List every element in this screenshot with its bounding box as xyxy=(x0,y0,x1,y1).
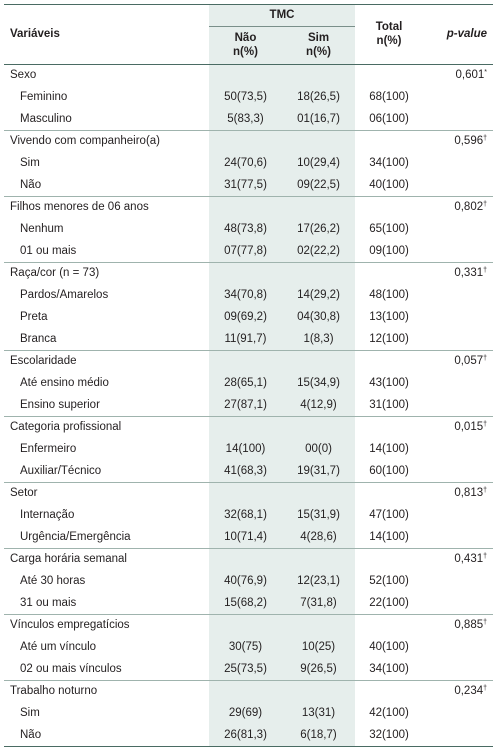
table-body xyxy=(4,65,493,747)
cell-empty xyxy=(423,571,493,593)
cell-total: 68(100) xyxy=(369,90,409,103)
cell-sim: 04(30,8) xyxy=(282,307,355,329)
cell-nao: 32(68,1) xyxy=(209,505,282,527)
p-value-mark: * xyxy=(484,69,488,76)
cell-total: 52(100) xyxy=(369,574,409,587)
cell-empty xyxy=(209,197,282,219)
cell-sim: 10(25) xyxy=(282,637,355,659)
cell-empty xyxy=(282,417,355,439)
cell-empty xyxy=(355,681,423,703)
p-value-mark: † xyxy=(483,619,488,626)
table-row xyxy=(4,373,493,395)
cell-nao: 30(75) xyxy=(209,637,282,659)
row-label: Não xyxy=(4,725,209,747)
row-label: Preta xyxy=(20,310,48,323)
cell-empty xyxy=(209,351,282,373)
category-label: Vínculos empregatícios xyxy=(4,615,209,637)
p-value-mark: † xyxy=(483,421,488,428)
category-row xyxy=(4,131,493,153)
cell-sim: 19(31,7) xyxy=(282,461,355,483)
category-row xyxy=(4,483,493,505)
cell-sim: 14(29,2) xyxy=(282,285,355,307)
p-value: 0,802 xyxy=(454,201,484,213)
category-label: Sexo xyxy=(4,65,209,87)
cell-sim: 01(16,7) xyxy=(282,109,355,131)
category-row xyxy=(4,615,493,637)
table-row xyxy=(4,593,493,615)
cell-empty xyxy=(209,615,282,637)
table-row xyxy=(4,175,493,197)
cell-empty xyxy=(209,681,282,703)
table-header xyxy=(4,5,493,65)
cell-total: 09(100) xyxy=(369,244,409,257)
cell-empty xyxy=(423,307,493,329)
cell-sim: 00(0) xyxy=(282,439,355,461)
header-nao-label: Não xyxy=(234,31,257,44)
p-value-mark: † xyxy=(483,685,488,692)
cell-empty xyxy=(423,439,493,461)
cell-empty xyxy=(423,461,493,483)
row-label: Sim xyxy=(20,156,40,169)
header-variables: Variáveis xyxy=(4,5,209,65)
cell-sim: 18(26,5) xyxy=(282,87,355,109)
p-value-cell xyxy=(423,615,493,637)
cell-empty xyxy=(423,153,493,175)
header-total xyxy=(355,5,423,65)
p-value: 0,015 xyxy=(454,421,484,433)
category-label: Carga horária semanal xyxy=(4,549,209,571)
table-row xyxy=(4,659,493,681)
cell-empty xyxy=(355,549,423,571)
table-row xyxy=(4,109,493,131)
table-row xyxy=(4,87,493,109)
p-value-cell xyxy=(423,197,493,219)
cell-empty xyxy=(423,329,493,351)
table-row xyxy=(4,461,493,483)
p-value-mark: † xyxy=(483,553,488,560)
table-row xyxy=(4,571,493,593)
row-label: 31 ou mais xyxy=(20,596,77,609)
row-label: Ensino superior xyxy=(20,398,100,411)
cell-empty xyxy=(209,131,282,153)
cell-nao: 28(65,1) xyxy=(209,373,282,395)
cell-nao: 40(76,9) xyxy=(209,571,282,593)
p-value: 0,057 xyxy=(454,355,484,367)
category-row xyxy=(4,351,493,373)
cell-sim: 10(29,4) xyxy=(282,153,355,175)
category-label: Setor xyxy=(4,483,209,505)
cell-nao: 29(69) xyxy=(209,703,282,725)
cell-empty xyxy=(209,65,282,87)
cell-nao: 09(69,2) xyxy=(209,307,282,329)
cell-empty xyxy=(209,263,282,285)
category-label: Categoria profissional xyxy=(4,417,209,439)
p-value: 0,234 xyxy=(454,685,484,697)
p-value: 0,331 xyxy=(454,267,484,279)
table-row xyxy=(4,285,493,307)
category-row xyxy=(4,681,493,703)
cell-nao: 26(81,3) xyxy=(209,725,282,747)
row-label: Até ensino médio xyxy=(20,376,109,389)
row-label: Não xyxy=(20,178,42,191)
row-label: Sim xyxy=(20,706,40,719)
table-row xyxy=(4,439,493,461)
cell-sim: 02(22,2) xyxy=(282,241,355,263)
cell-empty xyxy=(282,549,355,571)
category-row xyxy=(4,549,493,571)
row-label: Branca xyxy=(20,332,57,345)
header-sim-unit: n(%) xyxy=(306,46,331,58)
cell-sim: 13(31) xyxy=(282,703,355,725)
cell-total: 13(100) xyxy=(369,310,409,323)
row-label: Feminino xyxy=(20,90,68,103)
cell-sim: 9(26,5) xyxy=(282,659,355,681)
cell-nao: 48(73,8) xyxy=(209,219,282,241)
cell-total: 14(100) xyxy=(369,442,409,455)
p-value-mark: † xyxy=(483,135,488,142)
cell-empty xyxy=(355,615,423,637)
cell-total: 34(100) xyxy=(369,156,409,169)
cell-empty xyxy=(209,417,282,439)
cell-nao: 24(70,6) xyxy=(209,153,282,175)
cell-total: 14(100) xyxy=(369,530,409,543)
cell-total: 47(100) xyxy=(369,508,409,521)
cell-total: 31(100) xyxy=(369,398,409,411)
table-row xyxy=(4,307,493,329)
cell-empty xyxy=(355,197,423,219)
table-row xyxy=(4,329,493,351)
cell-empty xyxy=(423,725,493,747)
p-value-cell xyxy=(423,263,493,285)
row-label: Auxiliar/Técnico xyxy=(20,464,102,477)
cell-empty xyxy=(282,351,355,373)
cell-nao: 50(73,5) xyxy=(209,87,282,109)
cell-empty xyxy=(423,241,493,263)
cell-total: 06(100) xyxy=(369,112,409,125)
cell-empty xyxy=(282,263,355,285)
cell-empty xyxy=(282,681,355,703)
cell-empty xyxy=(355,351,423,373)
header-nao xyxy=(209,27,282,65)
header-pvalue: p-value xyxy=(423,5,493,65)
category-label: Raça/cor (n = 73) xyxy=(4,263,209,285)
category-row xyxy=(4,263,493,285)
table-row xyxy=(4,637,493,659)
header-total-label: Total xyxy=(375,20,403,33)
cell-empty xyxy=(423,395,493,417)
cell-nao: 31(77,5) xyxy=(209,175,282,197)
row-label: Internação xyxy=(20,508,75,521)
cell-empty xyxy=(423,109,493,131)
cell-empty xyxy=(355,263,423,285)
row-label: Até um vínculo xyxy=(20,640,97,653)
header-nao-unit: n(%) xyxy=(233,46,258,58)
row-label: Até 30 horas xyxy=(20,574,86,587)
cell-empty xyxy=(355,417,423,439)
cell-total: 48(100) xyxy=(369,288,409,301)
p-value: 0,813 xyxy=(454,487,484,499)
cell-nao: 14(100) xyxy=(209,439,282,461)
p-value-mark: † xyxy=(483,201,488,208)
table-row xyxy=(4,241,493,263)
cell-empty xyxy=(209,483,282,505)
category-label: Escolaridade xyxy=(4,351,209,373)
cell-total: 32(100) xyxy=(355,725,423,747)
cell-sim: 4(28,6) xyxy=(282,527,355,549)
p-value-mark: † xyxy=(483,355,488,362)
cell-empty xyxy=(423,637,493,659)
cell-empty xyxy=(355,65,423,87)
cell-sim: 09(22,5) xyxy=(282,175,355,197)
cell-total: 12(100) xyxy=(369,332,409,345)
p-value-cell xyxy=(423,65,493,87)
row-label: Nenhum xyxy=(20,222,64,235)
header-total-unit: n(%) xyxy=(376,35,402,47)
cell-nao: 07(77,8) xyxy=(209,241,282,263)
p-value: 0,596 xyxy=(454,135,484,147)
cell-sim: 15(34,9) xyxy=(282,373,355,395)
table-row xyxy=(4,505,493,527)
cell-empty xyxy=(355,483,423,505)
cell-empty xyxy=(423,505,493,527)
cell-sim: 17(26,2) xyxy=(282,219,355,241)
cell-nao: 10(71,4) xyxy=(209,527,282,549)
table-row xyxy=(4,395,493,417)
cell-empty xyxy=(423,703,493,725)
cell-nao: 27(87,1) xyxy=(209,395,282,417)
cell-empty xyxy=(423,373,493,395)
cell-total: 34(100) xyxy=(369,662,409,675)
table-row xyxy=(4,527,493,549)
header-tmc-label: TMC xyxy=(269,8,295,21)
cell-total: 43(100) xyxy=(369,376,409,389)
cell-empty xyxy=(282,483,355,505)
cell-empty xyxy=(282,65,355,87)
cell-nao: 15(68,2) xyxy=(209,593,282,615)
cell-empty xyxy=(423,285,493,307)
results-table xyxy=(4,4,493,747)
category-label: Vivendo com companheiro(a) xyxy=(4,131,209,153)
category-row xyxy=(4,197,493,219)
p-value: 0,601 xyxy=(455,69,485,81)
category-label: Trabalho noturno xyxy=(4,681,209,703)
cell-empty xyxy=(423,527,493,549)
cell-sim: 12(23,1) xyxy=(282,571,355,593)
header-tmc xyxy=(209,5,355,27)
cell-nao: 34(70,8) xyxy=(209,285,282,307)
header-sim-label: Sim xyxy=(307,31,330,44)
p-value-cell xyxy=(423,417,493,439)
cell-total: 22(100) xyxy=(369,596,409,609)
p-value-cell xyxy=(423,549,493,571)
cell-empty xyxy=(423,87,493,109)
cell-empty xyxy=(282,131,355,153)
row-label: 01 ou mais xyxy=(20,244,77,257)
cell-sim: 15(31,9) xyxy=(282,505,355,527)
category-label: Filhos menores de 06 anos xyxy=(4,197,209,219)
header-sim xyxy=(282,27,355,65)
cell-empty xyxy=(423,659,493,681)
row-label: Masculino xyxy=(20,112,72,125)
table-row xyxy=(4,725,493,747)
p-value-cell xyxy=(423,483,493,505)
cell-nao: 5(83,3) xyxy=(209,109,282,131)
p-value: 0,431 xyxy=(454,553,484,565)
row-label: Enfermeiro xyxy=(20,442,77,455)
cell-total: 40(100) xyxy=(369,640,409,653)
cell-total: 40(100) xyxy=(369,178,409,191)
p-value: 0,885 xyxy=(454,619,484,631)
category-row xyxy=(4,65,493,87)
p-value-cell xyxy=(423,351,493,373)
cell-sim: 7(31,8) xyxy=(282,593,355,615)
row-label: 02 ou mais vínculos xyxy=(20,662,122,675)
cell-empty xyxy=(423,175,493,197)
cell-empty xyxy=(423,593,493,615)
p-value-cell xyxy=(423,681,493,703)
cell-empty xyxy=(355,131,423,153)
cell-total: 60(100) xyxy=(369,464,409,477)
p-value-mark: † xyxy=(483,267,488,274)
cell-empty xyxy=(282,197,355,219)
cell-total: 42(100) xyxy=(369,706,409,719)
table-row xyxy=(4,703,493,725)
cell-sim: 4(12,9) xyxy=(282,395,355,417)
cell-total: 65(100) xyxy=(369,222,409,235)
row-label: Pardos/Amarelos xyxy=(20,288,109,301)
cell-empty xyxy=(209,549,282,571)
cell-nao: 41(68,3) xyxy=(209,461,282,483)
cell-empty xyxy=(423,219,493,241)
cell-nao: 11(91,7) xyxy=(209,329,282,351)
category-row xyxy=(4,417,493,439)
cell-sim: 1(8,3) xyxy=(282,329,355,351)
cell-empty xyxy=(282,615,355,637)
cell-sim: 6(18,7) xyxy=(282,725,355,747)
p-value-mark: † xyxy=(483,487,488,494)
cell-nao: 25(73,5) xyxy=(209,659,282,681)
header-row-1 xyxy=(4,5,493,27)
table-row xyxy=(4,153,493,175)
row-label: Urgência/Emergência xyxy=(20,530,131,543)
table-row xyxy=(4,219,493,241)
p-value-cell xyxy=(423,131,493,153)
